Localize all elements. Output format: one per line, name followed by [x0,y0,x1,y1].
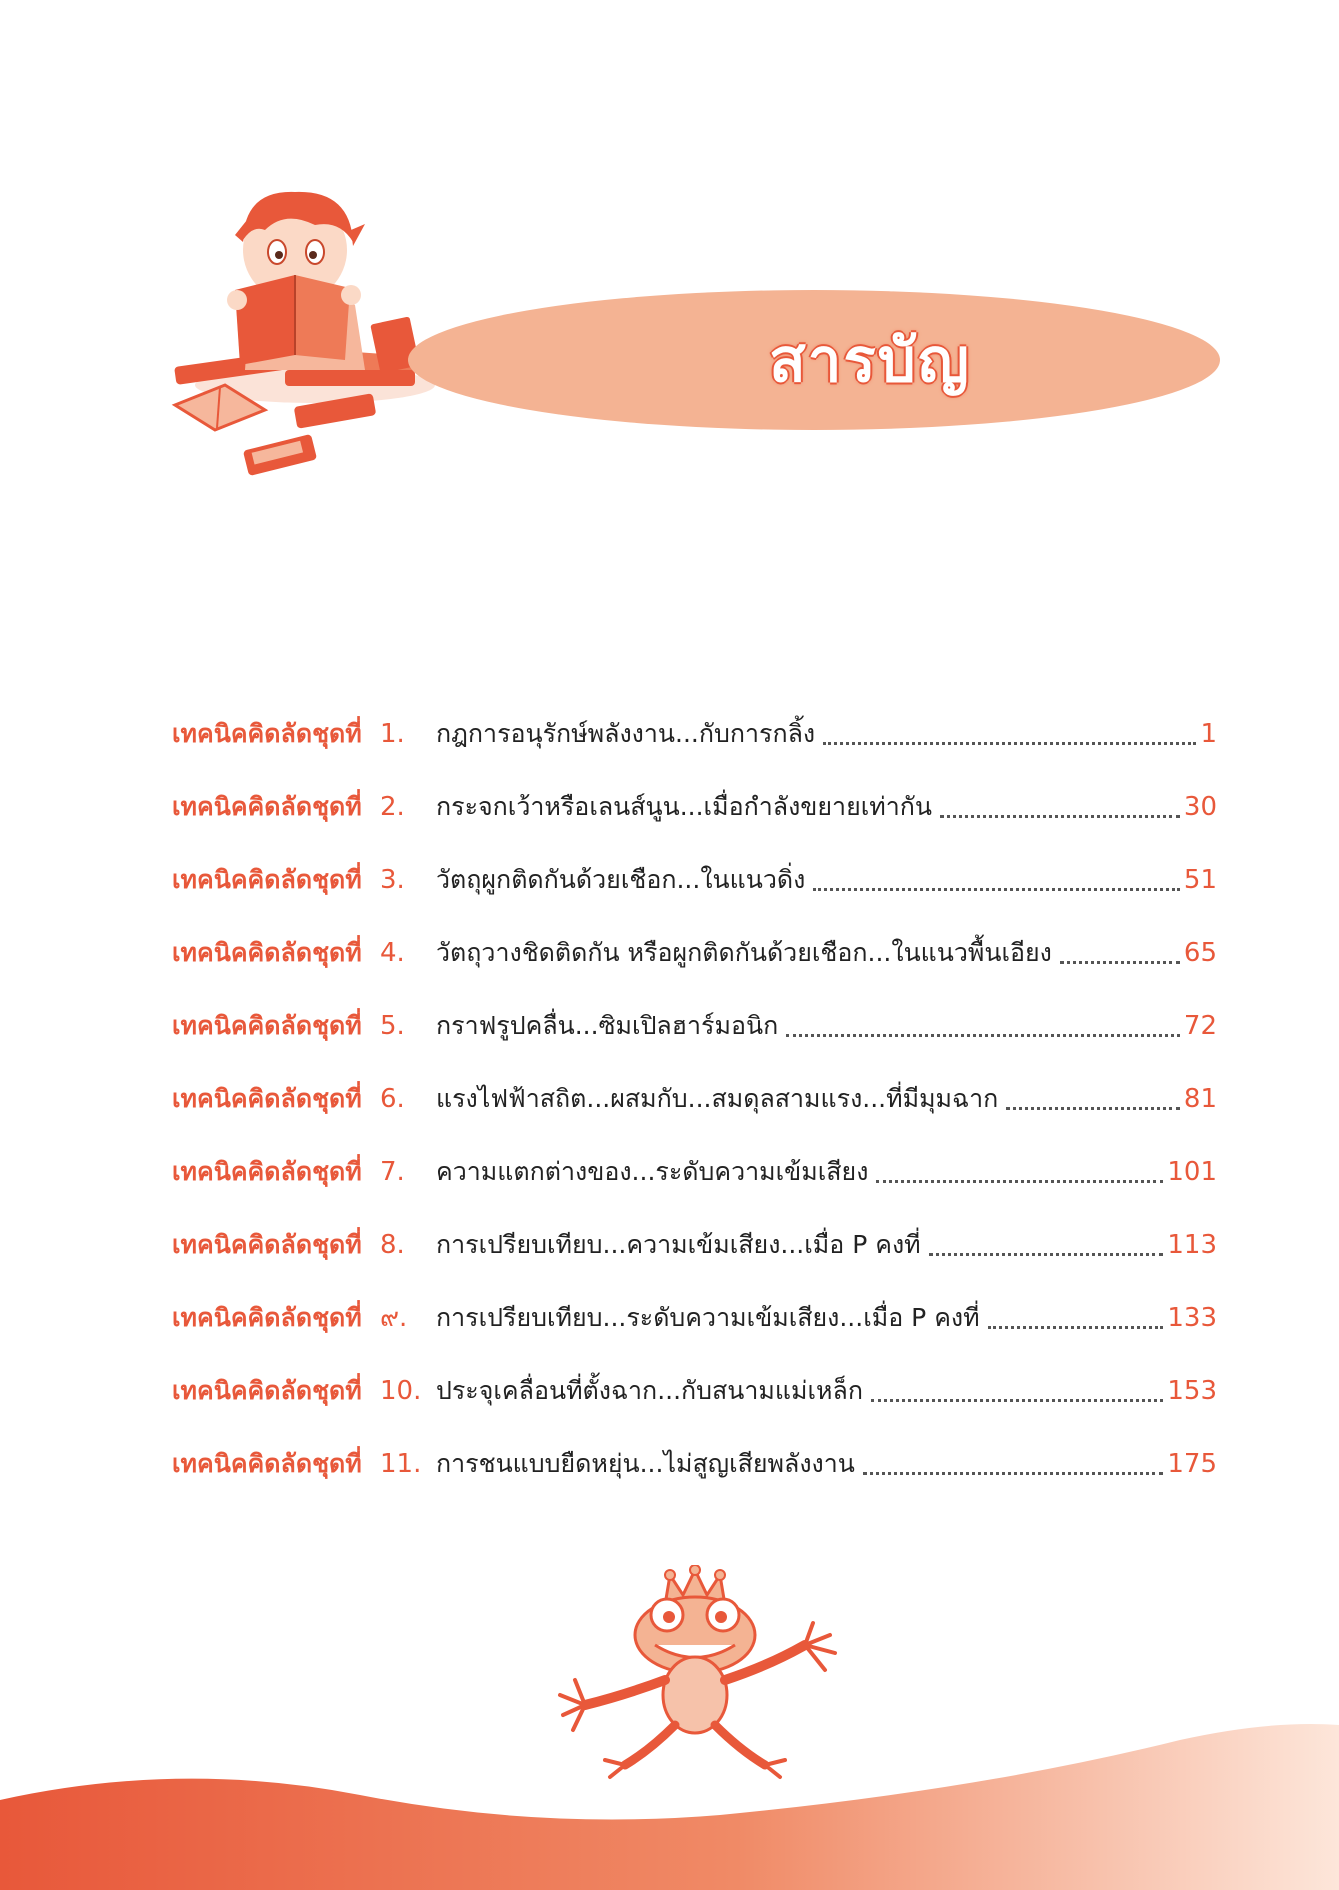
toc-chapter-title: การชนแบบยืดหยุ่น...ไม่สูญเสียพลังงาน [436,1448,855,1478]
toc-chapter-title: แรงไฟฟ้าสถิต...ผสมกับ...สมดุลสามแรง...ที่มีมุมฉาก [436,1083,999,1113]
toc-entry[interactable] [172,1427,1217,1500]
toc-dot-leader [863,1470,1163,1475]
bottom-wave-decoration [0,1700,1339,1890]
toc-series-number: 3. [380,864,405,895]
boy-reading-illustration [165,180,455,480]
toc-chapter-title: ประจุเคลื่อนที่ตั้งฉาก...กับสนามแม่เหล็ก [436,1375,863,1405]
toc-series-number: ๙. [380,1303,408,1333]
toc-series-label: เทคนิคคิดลัดชุดที่ [172,1156,362,1186]
toc-entry[interactable] [172,1062,1217,1135]
toc-dot-leader [988,1324,1164,1329]
toc-dot-leader [823,740,1196,745]
toc-chapter-title: กระจกเว้าหรือเลนส์นูน...เมื่อกำลังขยายเท่ากัน [436,791,933,821]
toc-dot-leader [1006,1105,1180,1110]
toc-series-label: เทคนิคคิดลัดชุดที่ [172,791,362,821]
toc-series-number: 5. [380,1010,405,1041]
toc-page-number: 153 [1167,1375,1217,1406]
toc-list [172,697,1217,1500]
toc-dot-leader [1060,959,1180,964]
toc-series-label: เทคนิคคิดลัดชุดที่ [172,718,362,748]
toc-page-number: 113 [1167,1229,1217,1260]
toc-entry[interactable] [172,843,1217,916]
toc-series-label: เทคนิคคิดลัดชุดที่ [172,864,362,894]
toc-series-number: 11. [380,1448,422,1479]
toc-chapter-title: การเปรียบเทียบ...ระดับความเข้มเสียง...เมื่อ P คงที่ [436,1302,980,1332]
toc-dot-leader [871,1397,1163,1402]
toc-series-number: 2. [380,791,405,822]
toc-dot-leader [940,813,1180,818]
toc-series-label: เทคนิคคิดลัดชุดที่ [172,1010,362,1040]
toc-page-number: 72 [1183,1010,1217,1041]
toc-dot-leader [786,1032,1180,1037]
toc-series-label: เทคนิคคิดลัดชุดที่ [172,1302,362,1332]
toc-series-label: เทคนิคคิดลัดชุดที่ [172,937,362,967]
toc-series-number: 8. [380,1229,405,1260]
toc-page-number: 133 [1167,1302,1217,1333]
toc-page-number: 101 [1167,1156,1217,1187]
toc-series-number: 4. [380,937,405,968]
toc-page-number: 1 [1200,718,1217,749]
toc-series-label: เทคนิคคิดลัดชุดที่ [172,1083,362,1113]
toc-series-label: เทคนิคคิดลัดชุดที่ [172,1375,362,1405]
toc-dot-leader [929,1251,1164,1256]
toc-chapter-title: วัตถุผูกติดกันด้วยเชือก...ในแนวดิ่ง [436,864,806,894]
toc-series-label: เทคนิคคิดลัดชุดที่ [172,1229,362,1259]
toc-chapter-title: กราฟรูปคลื่น...ซิมเปิลฮาร์มอนิก [436,1010,779,1040]
toc-chapter-title: วัตถุวางชิดติดกัน หรือผูกติดกันด้วยเชือก...ในแนวพื้นเอียง [436,937,1052,967]
toc-page-number: 175 [1167,1448,1217,1479]
toc-entry[interactable] [172,1135,1217,1208]
toc-dot-leader [876,1178,1163,1183]
toc-entry[interactable] [172,1281,1217,1354]
toc-page-number: 30 [1183,791,1217,822]
toc-series-number: 7. [380,1156,405,1187]
toc-page-number: 65 [1183,937,1217,968]
toc-series-number: 10. [380,1375,422,1406]
toc-dot-leader [813,886,1180,891]
toc-chapter-title: การเปรียบเทียบ...ความเข้มเสียง...เมื่อ P คงที่ [436,1229,921,1259]
toc-series-number: 6. [380,1083,405,1114]
toc-chapter-title: ความแตกต่างของ...ระดับความเข้มเสียง [436,1156,869,1186]
toc-entry[interactable] [172,1354,1217,1427]
toc-entry[interactable] [172,989,1217,1062]
toc-chapter-title: กฎการอนุรักษ์พลังงาน...กับการกลิ้ง [436,718,816,748]
toc-entry[interactable] [172,916,1217,989]
toc-series-label: เทคนิคคิดลัดชุดที่ [172,1448,362,1478]
toc-series-number: 1. [380,718,405,749]
toc-entry[interactable] [172,1208,1217,1281]
toc-entry[interactable] [172,770,1217,843]
toc-page-number: 81 [1183,1083,1217,1114]
toc-entry[interactable] [172,697,1217,770]
toc-page-number: 51 [1183,864,1217,895]
page-title: สารบัญ [769,325,971,396]
